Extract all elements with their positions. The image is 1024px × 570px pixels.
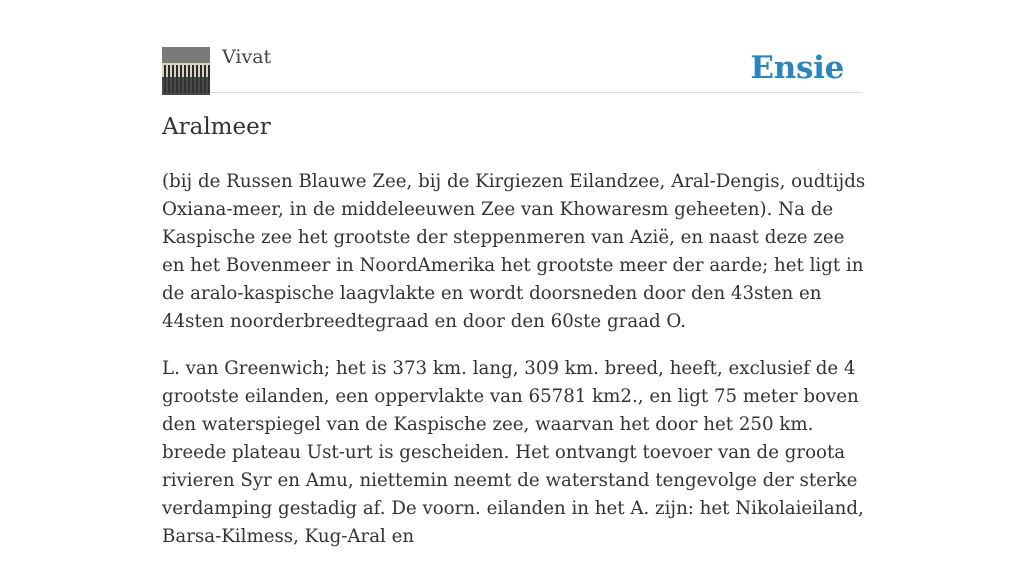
- brand-logo-link[interactable]: Ensie: [750, 50, 844, 86]
- paragraph-2: L. van Greenwich; het is 373 km. lang, 309 km. breed, heeft, exclusief de 4 grootste eilanden, een oppervlakte van 65781 km2., en ligt 75 meter boven den waterspiegel van de Kaspische zee, waarvan het door het 250 km. breede plateau Ust-urt is gescheiden. Het ontvangt toevoer van de groota rivieren Syr en Amu, niettemin neemt de waterstand tengevolge der sterke verdamping gestadig af. De voorn. eilanden in het A. zijn: het Nikolaieiland, Barsa-Kilmess, Kug-Aral en: [162, 358, 864, 547]
- page-title: Aralmeer: [162, 114, 271, 140]
- avatar[interactable]: [162, 47, 210, 95]
- paragraph-1: (bij de Russen Blauwe Zee, bij de Kirgiezen Eilandzee, Aral-Dengis, oudtijds Oxiana-meer, in de middeleeuwen Zee van Khowaresm geheeten). Na de Kaspische zee het grootste der steppenmeren van Azië, en naast deze zee en het Bovenmeer in NoordAmerika het grootste meer der aarde; het ligt in de aralo-kaspische laagvlakte en wordt doorsneden door den 43sten en 44sten noorderbreedtegraad en door den 60ste graad O.: [162, 171, 866, 332]
- avatar-photo-icon: [162, 47, 210, 95]
- header: [162, 40, 862, 93]
- author-name-link[interactable]: Vivat: [222, 46, 272, 68]
- article-body: [162, 168, 872, 570]
